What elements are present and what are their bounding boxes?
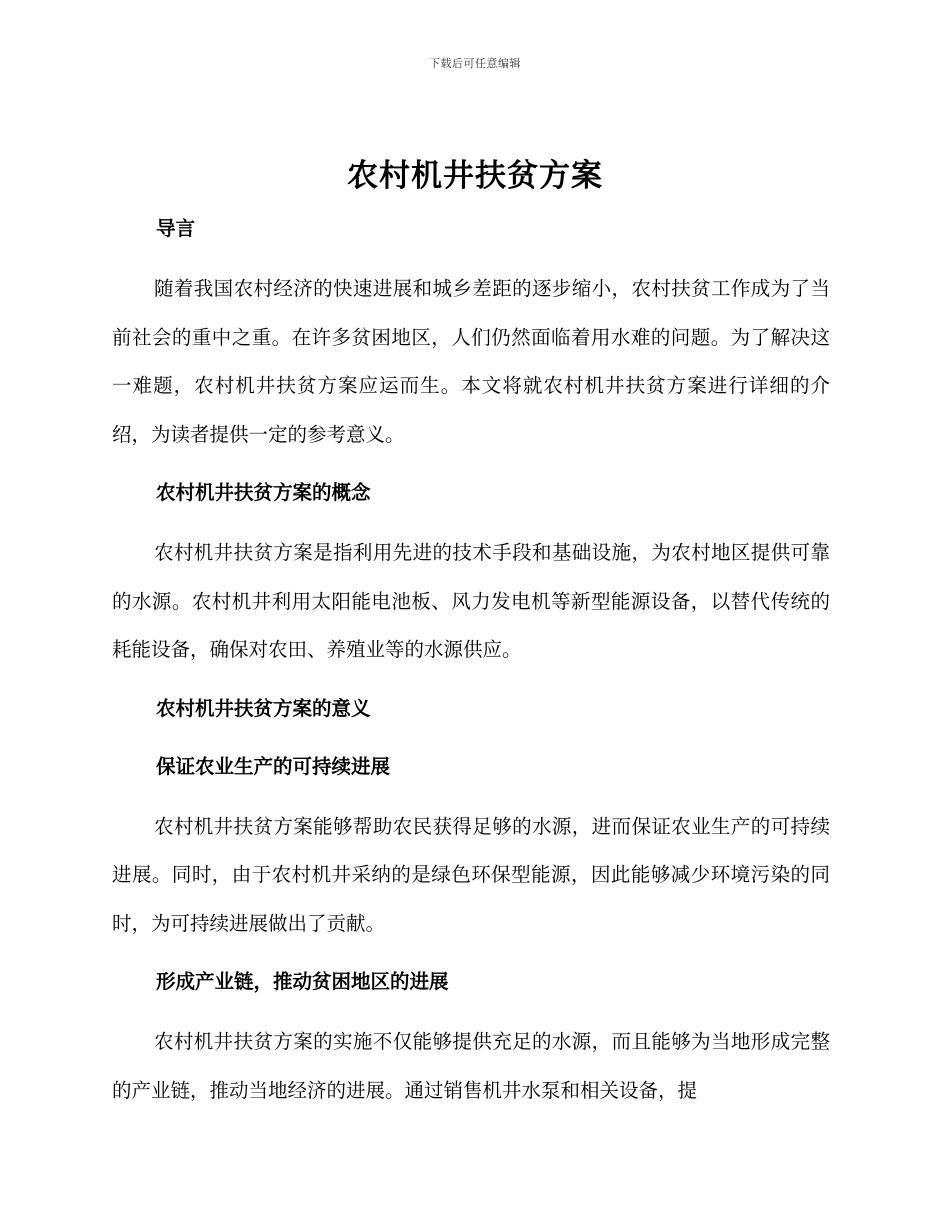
subsection-heading-sustain: 保证农业生产的可持续进展 <box>156 754 391 778</box>
paragraph-concept: 农村机井扶贫方案是指利用先进的技术手段和基础设施，为农村地区提供可靠的水源。农村机井利用太阳能电池板、风力发电机等新型能源设备，以替代传统的耗能设备，确保对农田、养殖业等的水源供应。 <box>112 541 830 661</box>
section-heading-concept: 农村机井扶贫方案的概念 <box>156 481 371 504</box>
paragraph-chain: 农村机井扶贫方案的实施不仅能够提供充足的水源，而且能够为当地形成完整的产业链，推动当地经济的进展。通过销售机井水泵和相关设备，提 <box>112 1030 830 1102</box>
document-title: 农村机井扶贫方案 <box>347 158 603 194</box>
header-note: 下载后可任意编辑 <box>429 57 521 70</box>
subsection-heading-chain: 形成产业链，推动贫困地区的进展 <box>156 970 449 993</box>
paragraph-sustain: 农村机井扶贫方案能够帮助农民获得足够的水源，进而保证农业生产的可持续进展。同时，由于农村机井采纳的是绿色环保型能源，因此能够减少环境污染的同时，为可持续进展做出了贡献。 <box>112 814 830 935</box>
section-heading-intro: 导言 <box>156 217 196 240</box>
section-heading-meaning: 农村机井扶贫方案的意义 <box>156 696 371 720</box>
document-body <box>112 200 830 1120</box>
paragraph-intro: 随着我国农村经济的快速进展和城乡差距的逐步缩小，农村扶贫工作成为了当前社会的重中之重。在许多贫困地区，人们仍然面临着用水难的问题。为了解决这一难题，农村机井扶贫方案应运而生。本文将就农村机井扶贫方案进行详细的介绍，为读者提供一定的参考意义。 <box>112 277 830 446</box>
